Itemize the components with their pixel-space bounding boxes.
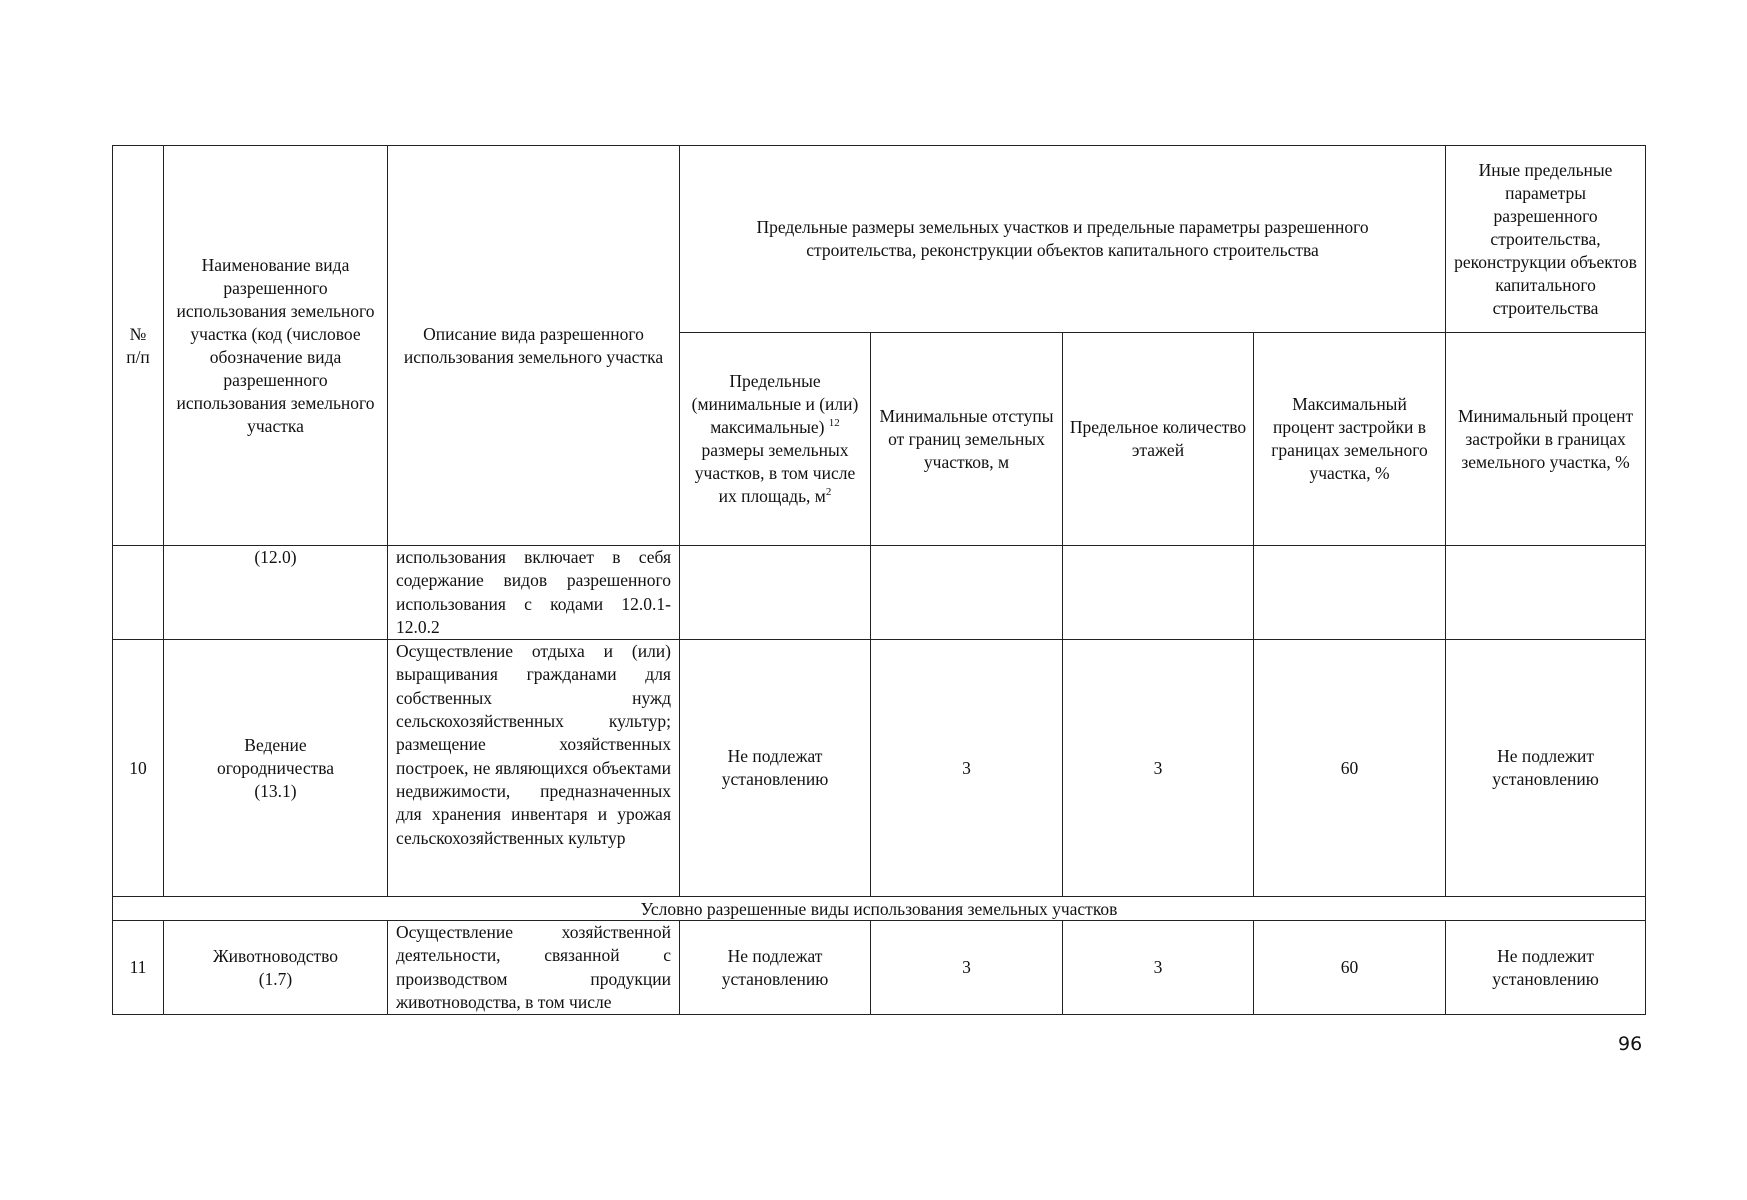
table-row [113, 546, 1646, 640]
header-size-b: размеры земельных участков, в том числе их площадь, м [694, 440, 856, 506]
header-name: Наименование вида разрешенного использования земельного участка (код (числовое обозначение вида разрешенного использования земельного участка [164, 146, 388, 546]
header-max-pct: Максимальный процент застройки в границах земельного участка, % [1254, 333, 1446, 546]
row-floors: 3 [1063, 921, 1254, 1015]
header-size-a: Предельные (минимальные и (или) максимальные) [691, 371, 859, 437]
row-num: 11 [113, 921, 164, 1015]
row-name: Животноводство (1.7) [164, 921, 388, 1015]
row-num: 10 [113, 640, 164, 897]
header-other: Иные предельные параметры разрешенного строительства, реконструкции объектов капитального строительства [1446, 146, 1646, 333]
row-name: Ведение огородничества (13.1) [164, 640, 388, 897]
row-max-pct: 60 [1254, 640, 1446, 897]
table-row [113, 921, 1646, 1015]
row-desc: Осуществление отдыха и (или) выращивания гражданами для собственных нужд сельскохозяйственных культур; размещение хозяйственных построек, не являющихся объектами недвижимости, предназначенных для хранения инвентаря и урожая сельскохозяйственных культур [388, 640, 680, 897]
header-size-footnote: 12 [828, 417, 840, 430]
header-group: Предельные размеры земельных участков и предельные параметры разрешенного строительства, реконструкции объектов капитального строительства [680, 146, 1446, 333]
row-setback: 3 [871, 921, 1063, 1015]
header-floors: Предельное количество этажей [1063, 333, 1254, 546]
row-desc: использования включает в себя содержание видов разрешенного использования с кодами 12.0.1-12.0.2 [388, 546, 680, 640]
row-num [113, 546, 164, 640]
row-other [1446, 546, 1646, 640]
header-setback: Минимальные отступы от границ земельных участков, м [871, 333, 1063, 546]
row-floors: 3 [1063, 640, 1254, 897]
land-use-table [112, 145, 1646, 1015]
row-other: Не подлежит установлению [1446, 640, 1646, 897]
header-size-unit-sup: 2 [825, 486, 832, 499]
row-setback: 3 [871, 640, 1063, 897]
row-size: Не подлежат установлению [680, 640, 871, 897]
row-other: Не подлежит установлению [1446, 921, 1646, 1015]
table-row [113, 640, 1646, 897]
row-size [680, 546, 871, 640]
header-num: № п/п [113, 146, 164, 546]
page-number: 96 [1618, 1033, 1643, 1055]
document-page [112, 145, 1645, 1015]
row-size: Не подлежат установлению [680, 921, 871, 1015]
header-size [680, 333, 871, 546]
header-min-pct: Минимальный процент застройки в границах земельного участка, % [1446, 333, 1646, 546]
row-setback [871, 546, 1063, 640]
section-row [113, 897, 1646, 921]
row-max-pct [1254, 546, 1446, 640]
row-floors [1063, 546, 1254, 640]
row-max-pct: 60 [1254, 921, 1446, 1015]
row-name: (12.0) [164, 546, 388, 640]
header-desc: Описание вида разрешенного использования земельного участка [388, 146, 680, 546]
row-desc: Осуществление хозяйственной деятельности, связанной с производством продукции животноводства, в том числе [388, 921, 680, 1015]
section-title: Условно разрешенные виды использования земельных участков [113, 897, 1646, 921]
